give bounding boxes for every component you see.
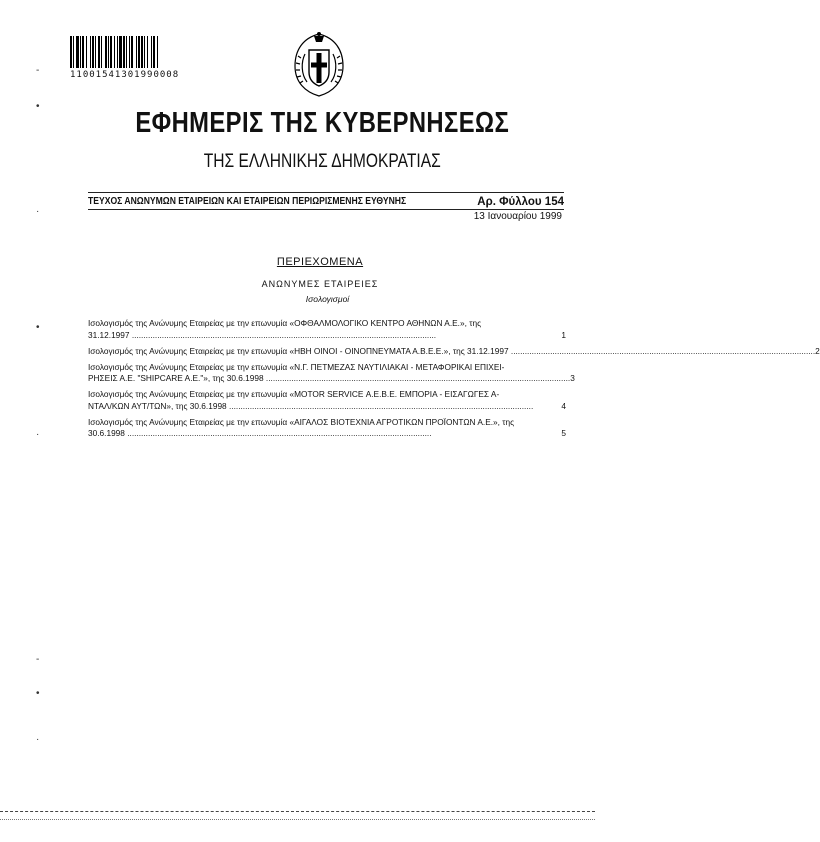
- toc-entry[interactable]: [88, 417, 566, 440]
- issue-series: ΤΕΥΧΟΣ ΑΝΩΝΥΜΩΝ ΕΤΑΙΡΕΙΩΝ ΚΑΙ ΕΤΑΙΡΕΙΩΝ ΠΕΡΙΩΡΙΣΜΕΝΗΣ ΕΥΘΥΝΗΣ: [88, 196, 407, 207]
- coat-of-arms-emblem: [287, 28, 351, 100]
- contents-heading: ΠΕΡΙΕΧΟΜΕΝΑ: [276, 256, 364, 268]
- toc-entry-line2: 30.6.1998: [88, 428, 125, 438]
- toc-entry-line1: Ισολογισμός της Ανώνυμης Εταιρείας με την επωνυμία «ΑΙΓΑΛΟΣ ΒΙΟΤΕΧΝΙΑ ΑΓΡΟΤΙΚΩΝ ΠΡΟΪΟΝΤΩΝ Α.Ε.», της: [88, 416, 515, 427]
- toc-entry-line2: ΝΤΑΛ/ΚΩΝ ΑΥΤ/ΤΩΝ», της 30.6.1998: [88, 400, 227, 411]
- toc-entry-line2: ΡΗΣΕΙΣ Α.Ε. "SHIPCARE A.E."», της 30.6.1998: [88, 373, 264, 383]
- toc-entry-line1: Ισολογισμός της Ανώνυμης Εταιρείας με την επωνυμία «Ν.Γ. ΠΕΤΜΕΖΑΣ ΝΑΥΤΙΛΙΑΚΑΙ - ΜΕΤΑΦΟΡΙΚΑΙ ΕΠΙΧΕΙ-: [88, 361, 505, 372]
- toc-entry-line1: Ισολογισμός της Ανώνυμης Εταιρείας με την επωνυμία «ΗΒΗ ΟΙΝΟΙ - ΟΙΝΟΠΝΕΥΜΑΤΑ Α.Β.Ε.Ε.», της 31.12.1997: [88, 345, 509, 356]
- barcode-bars: [70, 36, 210, 68]
- section-heading: ΑΝΩΝΥΜΕΣ ΕΤΑΙΡΕΙΕΣ: [261, 279, 379, 289]
- scan-margin-mark: -: [36, 65, 40, 76]
- toc-entry[interactable]: [88, 361, 575, 385]
- issue-date: 13 Ιανουαρίου 1999: [473, 211, 562, 222]
- toc-entry-line1: Ισολογισμός της Ανώνυμης Εταιρείας με την επωνυμία «ΟΦΘΑΛΜΟΛΟΓΙΚΟ ΚΕΝΤΡΟ ΑΘΗΝΩΝ Α.Ε.», της: [88, 318, 482, 328]
- scan-margin-mark: ·: [36, 429, 40, 440]
- gazette-title: ΕΦΗΜΕΡΙΣ ΤΗΣ ΚΥΒΕΡΝΗΣΕΩΣ: [135, 107, 510, 139]
- toc-entry[interactable]: [88, 345, 820, 358]
- barcode-gap: [158, 36, 159, 68]
- subsection-heading: Ισολογισμοί: [305, 294, 350, 304]
- footer-scan-line: [0, 811, 595, 812]
- toc-page-number: 4: [561, 400, 566, 411]
- header-rule-top: [88, 192, 564, 193]
- scan-margin-mark: -: [36, 654, 40, 665]
- toc-page-number: 5: [561, 428, 566, 438]
- gazette-subtitle: ΤΗΣ ΕΛΛΗΝΙΚΗΣ ΔΗΜΟΚΡΑΤΙΑΣ: [203, 151, 441, 172]
- table-of-contents: [88, 318, 820, 444]
- scan-margin-mark: •: [36, 101, 40, 112]
- toc-entry-line2: 31.12.1997: [88, 329, 130, 340]
- scan-margin-mark: •: [36, 688, 40, 699]
- footer-scan-dots: [0, 819, 595, 820]
- toc-entry-line1: Ισολογισμός της Ανώνυμης Εταιρείας με την επωνυμία «MOTOR SERVICE Α.Ε.Β.Ε. ΕΜΠΟΡΙΑ - ΕΙΣΑΓΩΓΕΣ Α-: [88, 389, 500, 399]
- toc-page-number: 2: [815, 345, 820, 356]
- barcode: [70, 36, 210, 80]
- toc-page-number: 3: [570, 373, 575, 383]
- toc-entry[interactable]: [88, 389, 566, 412]
- toc-entry[interactable]: [88, 318, 566, 341]
- sheet-number: Αρ. Φύλλου 154: [477, 196, 564, 208]
- barcode-number: 11001541301990008: [70, 70, 180, 80]
- toc-page-number: 1: [561, 329, 566, 340]
- scan-margin-mark: •: [36, 322, 40, 333]
- scan-margin-mark: ·: [36, 734, 40, 745]
- issue-row: [88, 196, 564, 208]
- scan-margin-mark: ·: [36, 206, 40, 217]
- header-rule-bottom: [88, 209, 564, 210]
